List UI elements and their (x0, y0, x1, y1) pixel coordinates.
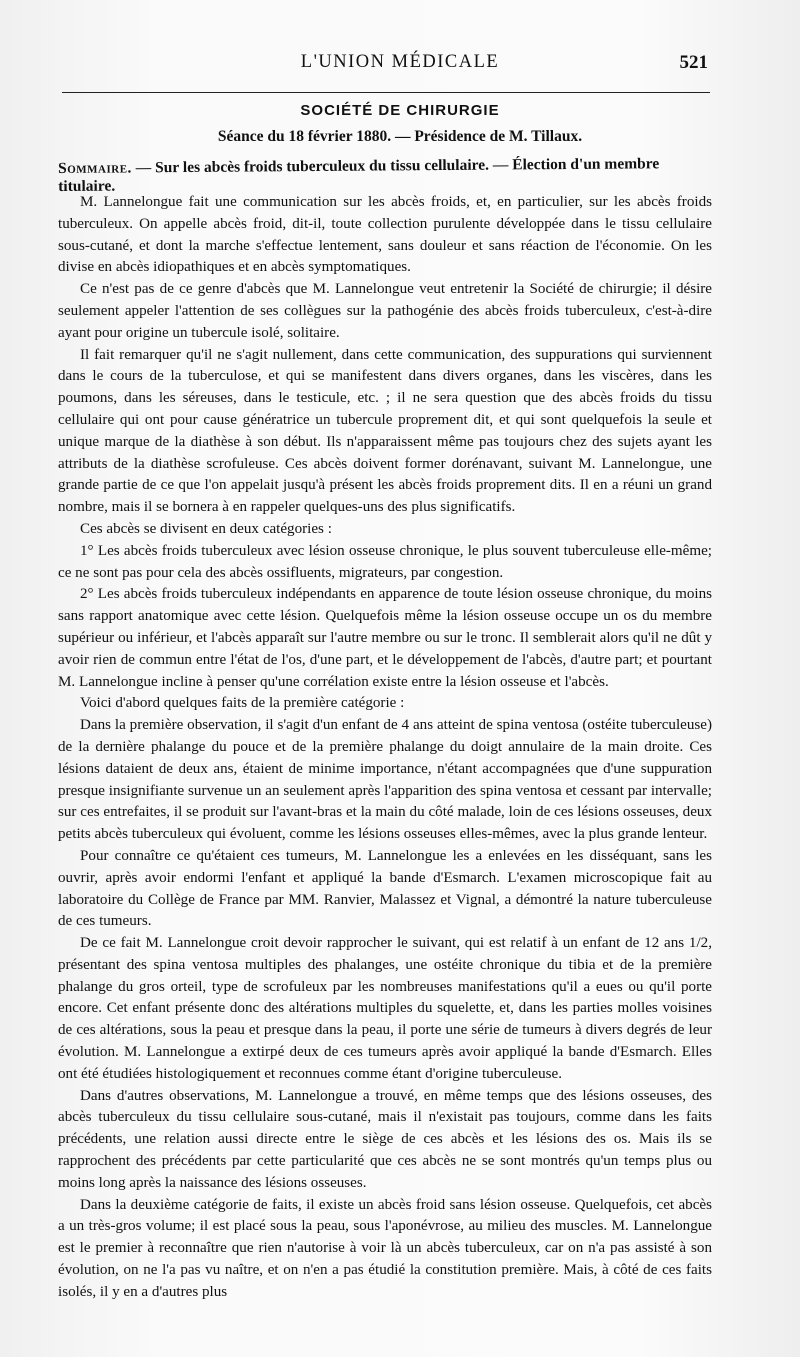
paragraph: 1° Les abcès froids tuberculeux avec lésion osseuse chronique, le plus souvent tuberculeuse elle-même; ce ne sont pas pour cela des abcès ossifluents, migrateurs, par congestion. (58, 542, 712, 581)
summary-line (58, 155, 716, 196)
paragraph: Il fait remarquer qu'il ne s'agit nullement, dans cette communication, des suppurations qui surviennent dans le cours de la tuberculose, et qui se manifestent dans divers organes, dans les viscères, dans les poumons, dans les séreuses, dans le testicule, etc. ; il ne sera question que des abcès froids du tissu cellulaire qui ont pour cause génératrice un tubercule proprement dit, et qui sont quelquefois la seule et unique marque de la diathèse à son début. Ils n'apparaissent même pas toujours chez des sujets ayant les attributs de la diathèse scrofuleuse. Ces abcès doivent former dorénavant, suivant M. Lannelongue, une grande partie de ce que l'on appelait jusqu'à présent les abcès froids proprement dits. Il en a réuni un grand nombre, mais il se bornera à en rappeler quelques-uns des plus significatifs. (58, 346, 712, 516)
section-heading: SOCIÉTÉ DE CHIRURGIE (300, 102, 500, 119)
summary-text: — Sur les abcès froids tuberculeux du tissu cellulaire. — Élection d'un membre titulaire. (58, 155, 660, 195)
paragraph: Pour connaître ce qu'étaient ces tumeurs, M. Lannelongue les a enlevées en les disséquant, sans les ouvrir, après avoir endormi l'enfant et appliqué la bande d'Esmarch. L'examen microscopique fait au laboratoire du Collège de France par MM. Ranvier, Malassez et Vignal, a démontré la nature tuberculeuse de ces tumeurs. (58, 847, 712, 930)
summary-label: Sommaire. (58, 159, 132, 177)
paragraph: Voici d'abord quelques faits de la première catégorie : (80, 695, 405, 712)
paragraph: Dans la première observation, il s'agit d'un enfant de 4 ans atteint de spina ventosa (ostéite tuberculeuse) de la dernière phalange du pouce et de la première phalange du doigt annulaire de la main droite. Ces lésions dataient de deux ans, étaient de minime importance, n'étant accompagnées que d'une suppuration presque insignifiante survenue un an seulement après l'apparition des spina ventosa et cessant par intervalle; sur ces entrefaites, il se produit sur l'avant-bras et la main du côté malade, loin de ces lésions osseuses, deux petits abcès tuberculeux qui évoluent, comme les lésions osseuses elles-mêmes, avec la plus grande lenteur. (58, 717, 712, 843)
paragraph: 2° Les abcès froids tuberculeux indépendants en apparence de toute lésion osseuse chronique, du moins sans rapport anatomique avec cette lésion. Quelquefois même la lésion osseuse occupe un os du membre supérieur ou inférieur, et l'abcès apparaît sur l'autre membre ou sur le tronc. Il semblerait alors qu'il ne dût y avoir rien de commun entre l'état de l'os, d'une part, et le développement de l'abcès, d'autre part; et pourtant M. Lannelongue incline à penser qu'une corrélation existe entre la lésion osseuse et l'abcès. (58, 586, 712, 690)
paragraph: Ce n'est pas de ce genre d'abcès que M. Lannelongue veut entretenir la Société de chirurgie; il désire seulement appeler l'attention de ses collègues sur la pathogénie des abcès froids tuberculeux, c'est-à-dire ayant pour origine un tubercule isolé, solitaire. (58, 281, 712, 341)
paragraph: M. Lannelongue fait une communication sur les abcès froids, et, en particulier, sur les abcès froids tuberculeux. On appelle abcès froid, dit-il, toute collection purulente développée dans le tissu cellulaire sous-cutané, et dont la marche s'effectue lentement, sans douleur et sans réaction de l'économie. On les divise en abcès idiopathiques et en abcès symptomatiques. (58, 194, 712, 276)
header-rule (62, 92, 710, 93)
session-line: Séance du 18 février 1880. — Présidence de M. Tillaux. (217, 128, 583, 145)
page-header (0, 52, 800, 82)
paragraph: Dans la deuxième catégorie de faits, il existe un abcès froid sans lésion osseuse. Quelquefois, cet abcès a un très-gros volume; il est placé sous la peau, sous l'aponévrose, au milieu des muscles. M. Lannelongue est le premier à reconnaître que rien n'autorise à voir là un abcès tuberculeux, car on n'a pas assisté à son évolution, on ne l'a pas vu naître, et on n'en a pas étudié la constitution première. Mais, à côté de ces faits isolés, il y en a d'autres plus (58, 1196, 712, 1300)
paragraph: Dans d'autres observations, M. Lannelongue a trouvé, en même temps que des lésions osseuses, des abcès tuberculeux du tissu cellulaire sous-cutané, mais il n'existait pas toujours, comme dans les faits précédents, une relation aussi directe entre le siège de ces abcès et les lésions des os. Mais ils se rapprochent des précédents par cette particularité que ces abcès ne se sont montrés qu'un temps plus ou moins long après la naissance des lésions osseuses. (58, 1087, 712, 1191)
paragraph: De ce fait M. Lannelongue croit devoir rapprocher le suivant, qui est relatif à un enfant de 12 ans 1/2, présentant des spina ventosa multiples des phalanges, une ostéite chronique du tibia et de la première phalange du gros orteil, type de scrofuleux par les nombreuses manifestations qu'il a eues ou qu'il porte encore. Cet enfant présente donc des altérations multiples du squelette, et, dans les parties molles voisines de ces altérations, sous la peau et presque dans la peau, il porte une série de tumeurs à divers degrés de leur évolution. M. Lannelongue a extirpé deux de ces tumeurs après avoir appliqué la bande d'Esmarch. Elles ont été étudiées histologiquement et reconnues comme étant d'origine tuberculeuse. (58, 935, 712, 1082)
paragraph: Ces abcès se divisent en deux catégories : (80, 520, 332, 537)
running-title: L'UNION MÉDICALE (300, 52, 500, 72)
article-body (58, 192, 712, 1304)
page-number: 521 (679, 52, 708, 73)
